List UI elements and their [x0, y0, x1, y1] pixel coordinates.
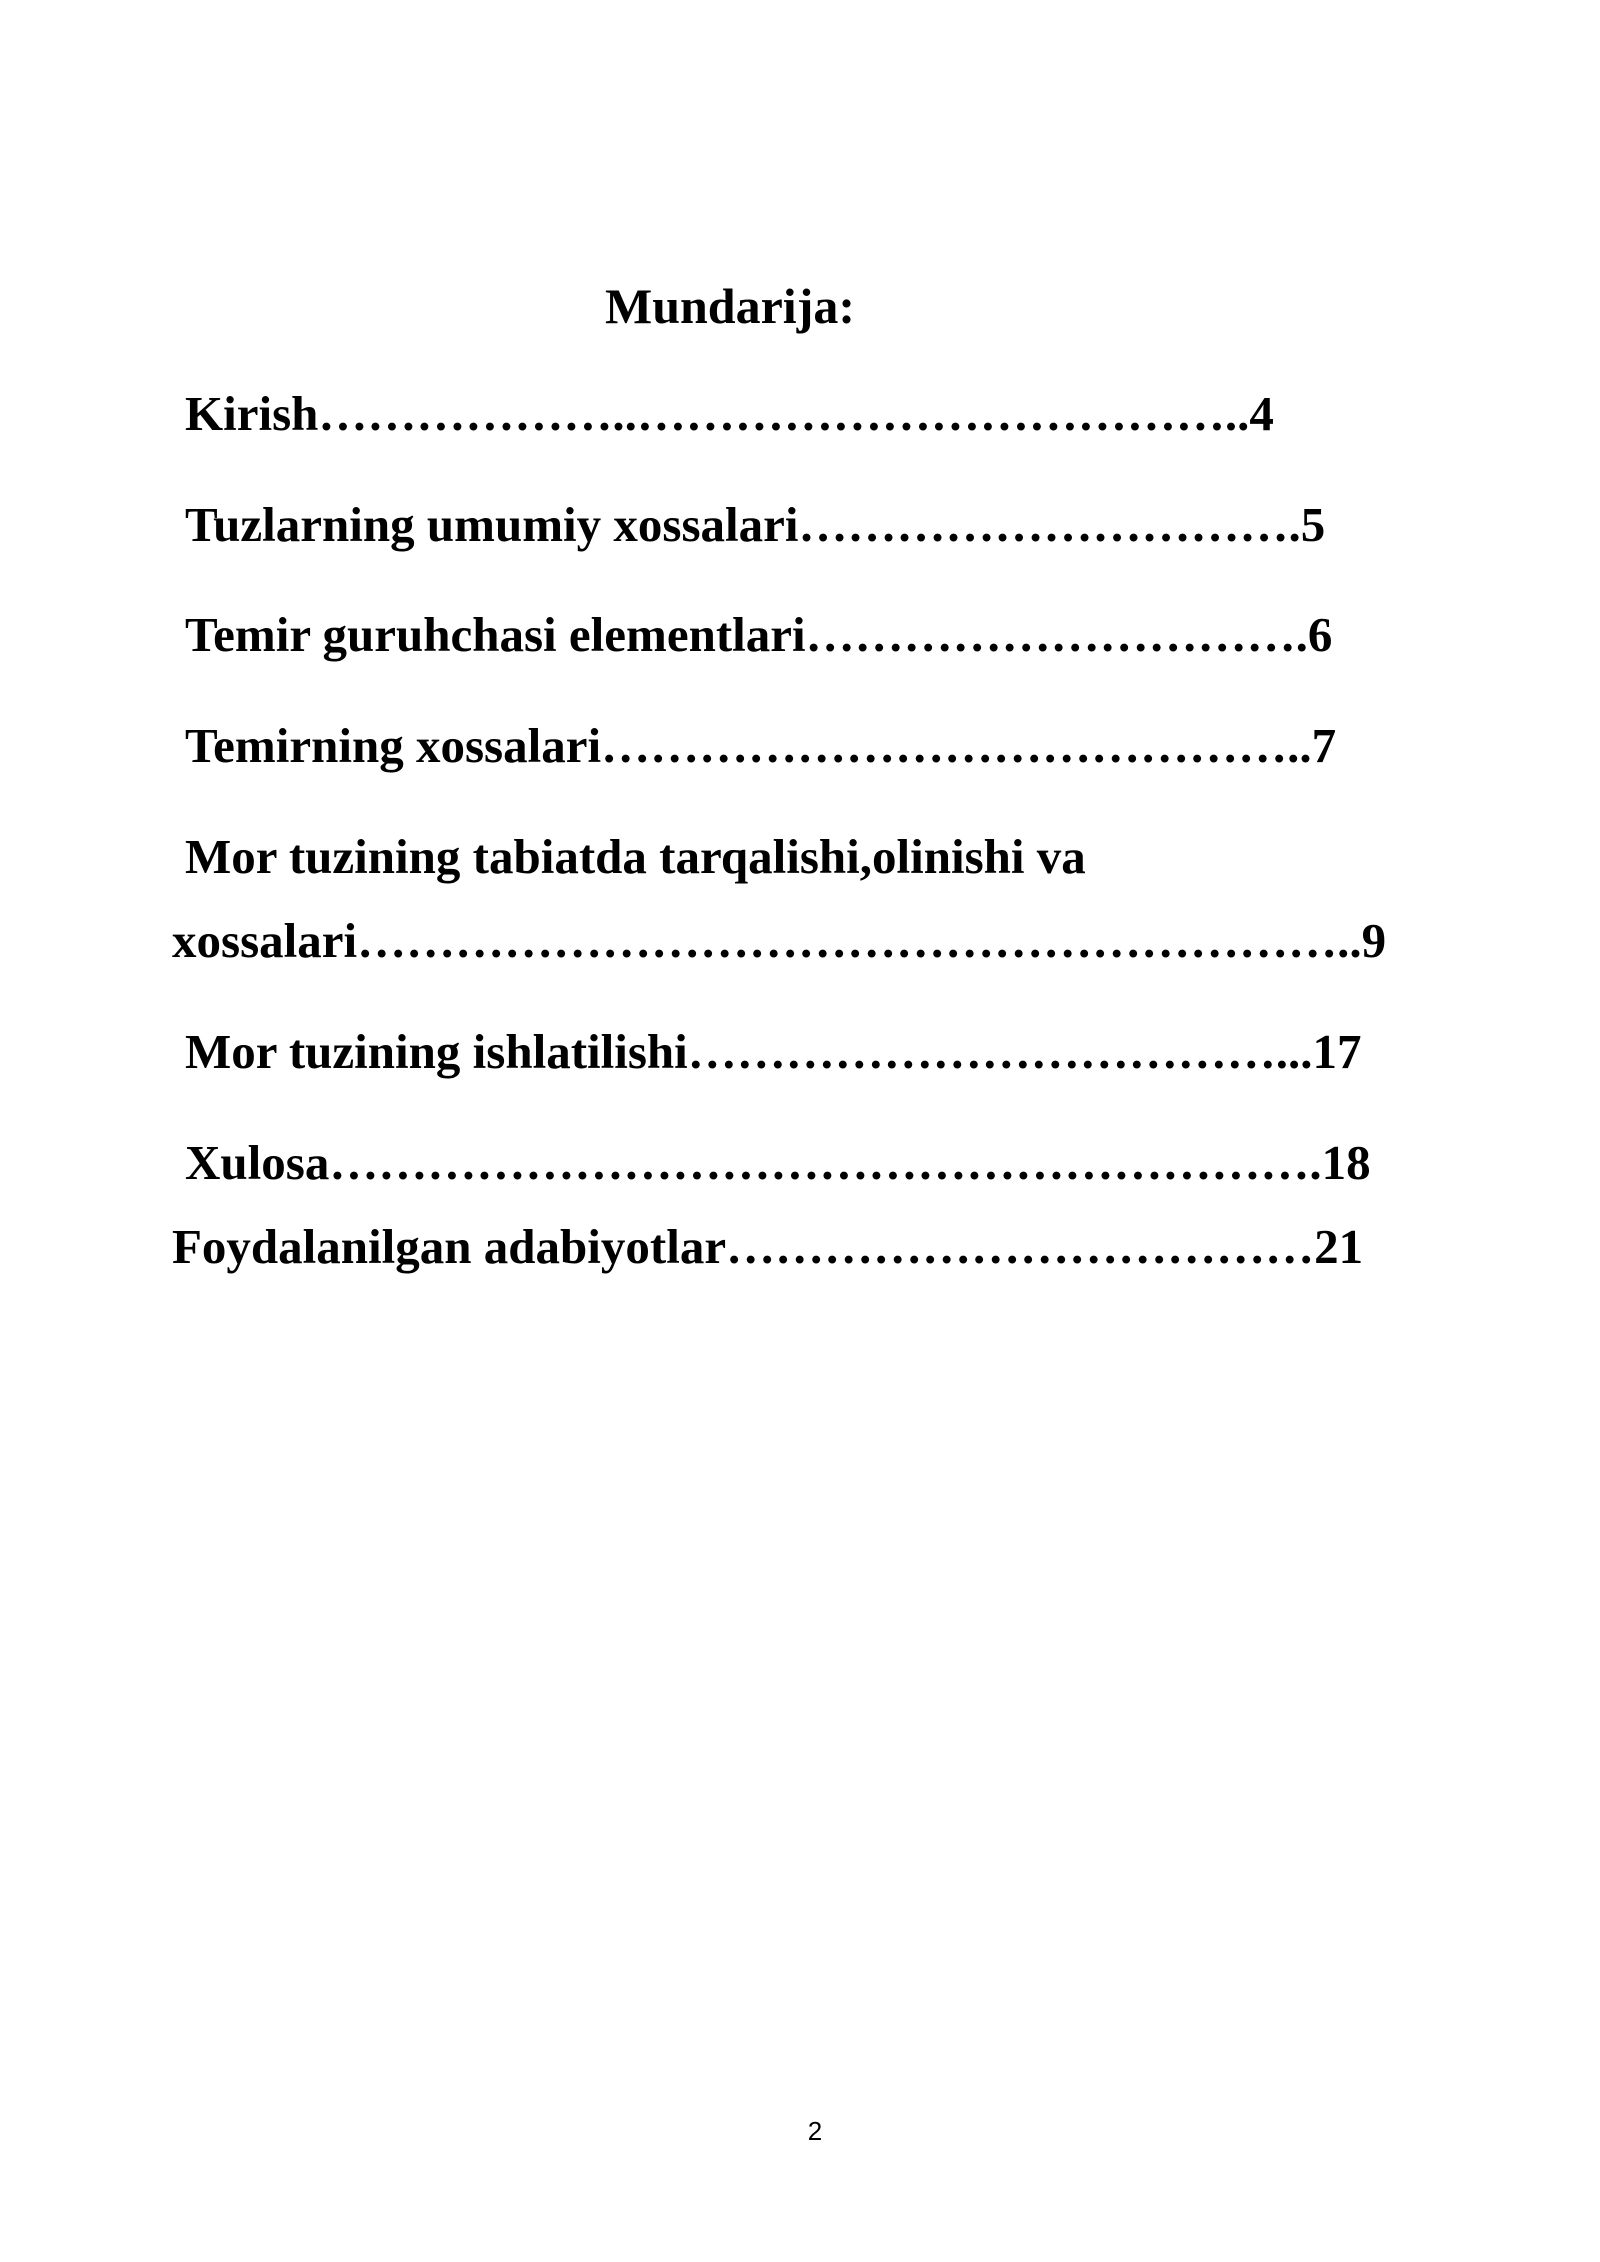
toc-entry-xulosa: Xulosa…………………………………………………….18	[185, 1135, 1371, 1190]
toc-entry-foydalanilgan-adabiyotlar: Foydalanilgan adabiyotlar………………………………21	[172, 1219, 1364, 1274]
toc-entry-tuzlarning-umumiy-xossalari: Tuzlarning umumiy xossalari………………………….5	[185, 497, 1326, 552]
toc-entry-mor-tuzining-tabiatda-line1: Mor tuzining tabiatda tarqalishi,olinishi va	[185, 829, 1086, 884]
page-number: 2	[807, 2116, 823, 2146]
toc-entry-temirning-xossalari: Temirning xossalari……………………………………..7	[185, 718, 1337, 773]
toc-entry-temir-guruhchasi-elementlari: Temir guruhchasi elementlari………………………….6	[185, 607, 1333, 662]
toc-entry-kirish: Kirish………………..………………………………..4	[185, 386, 1274, 441]
toc-entry-mor-tuzining-ishlatilishi: Mor tuzining ishlatilishi………………………………...17	[185, 1024, 1362, 1079]
toc-title: Mundarija:	[605, 278, 855, 334]
toc-entry-mor-tuzining-tabiatda-line2: xossalari……………………………………………………..9	[172, 913, 1387, 968]
